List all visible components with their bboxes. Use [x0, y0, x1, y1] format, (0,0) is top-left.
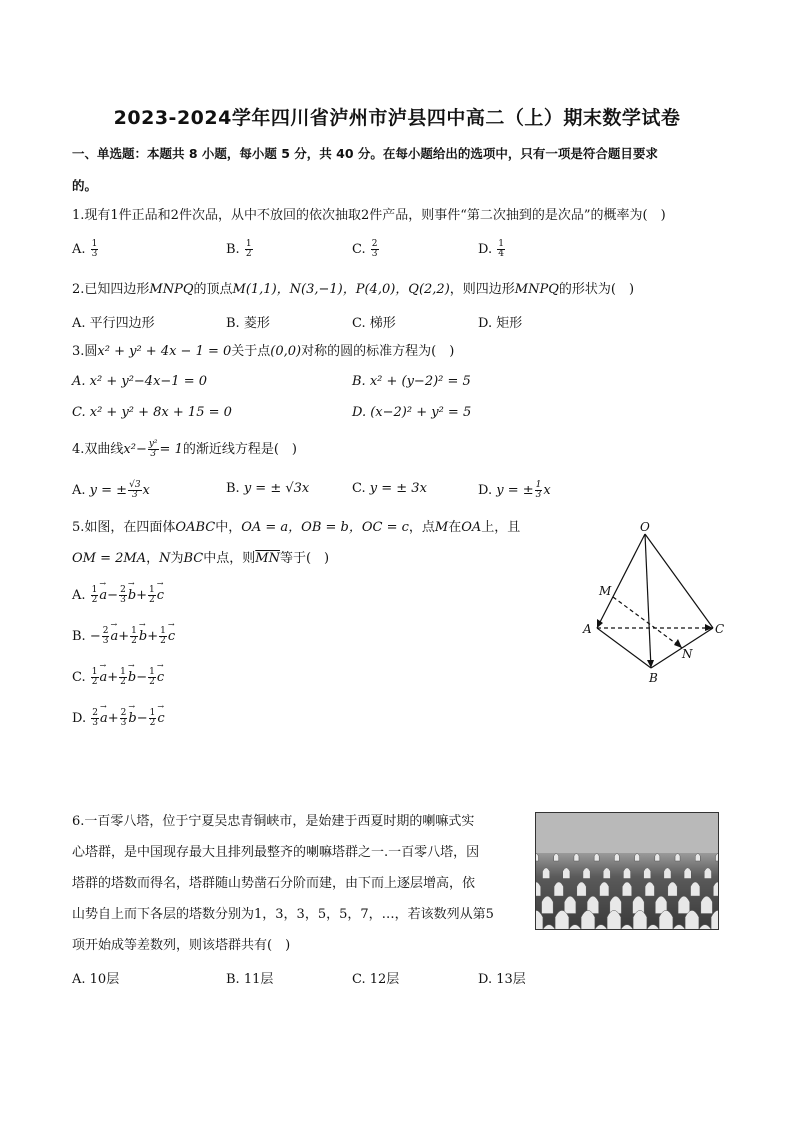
fraction-numerator: √3: [129, 480, 141, 490]
q2-option-c: C. 梯形: [352, 316, 396, 331]
option-label: D.: [72, 711, 87, 726]
question-5-line1: [72, 519, 520, 537]
option-pre: y = ± √3x: [243, 481, 310, 496]
option-label: D.: [478, 242, 493, 257]
edge-ob: [645, 534, 651, 668]
term-sign: −: [89, 629, 101, 644]
term-sign: +: [118, 629, 130, 644]
vector-symbol: → c: [157, 670, 164, 685]
term-coefficient: [119, 586, 127, 605]
pagoda-photo-illustration: [536, 813, 718, 929]
option-label: A.: [72, 483, 86, 498]
q4-eq-den: 3: [150, 449, 157, 459]
option-post: x: [543, 483, 551, 498]
coefficient-numerator: 2: [120, 708, 127, 718]
q6-option-d: D. 13层: [478, 972, 526, 987]
pagoda-shape: [583, 868, 590, 879]
pagoda-shape: [716, 854, 719, 862]
q4-eq-right: = 1: [159, 442, 183, 457]
option-fraction: [497, 240, 505, 259]
question-4-text: [72, 440, 297, 459]
term-coefficient: [91, 668, 99, 687]
term-coefficient: [91, 586, 99, 605]
coefficient-denominator: 2: [120, 677, 126, 687]
pagoda-shape: [668, 882, 677, 896]
vector-symbol: → a: [100, 711, 108, 726]
coefficient-numerator: 1: [120, 667, 126, 677]
fraction-numerator: 1: [245, 239, 252, 249]
q5-option-a: [72, 586, 164, 605]
q6-option-c: C. 12层: [352, 972, 400, 987]
pagoda-shape: [536, 882, 541, 896]
vector-symbol: → a: [110, 629, 118, 644]
vector-symbol: → a: [99, 588, 107, 603]
vector-symbol: → b: [128, 711, 136, 726]
q4-option-c: [352, 481, 427, 496]
q2-option-b: B. 菱形: [226, 316, 270, 331]
option-label: C.: [352, 242, 366, 257]
pagoda-shape: [635, 854, 640, 862]
option-fraction: [245, 240, 253, 259]
q1-option-b: [226, 240, 254, 259]
option-label: B.: [72, 629, 86, 644]
option-pre: y = ±: [496, 483, 534, 498]
fraction-denominator: 3: [371, 249, 378, 259]
pagoda-shape: [600, 882, 609, 896]
pagoda-shape: [645, 925, 661, 929]
q5-l1h: OA: [461, 520, 482, 535]
option-label: C.: [352, 481, 366, 496]
coefficient-denominator: 2: [91, 595, 98, 605]
q5-option-b: [72, 627, 175, 646]
option-label: C.: [72, 670, 86, 685]
term-coefficient: [91, 709, 99, 728]
q3-prefix: 3.圆: [72, 344, 98, 359]
label-b: B: [649, 671, 658, 685]
coefficient-numerator: 1: [160, 626, 166, 636]
q1-option-a: [72, 240, 99, 259]
coefficient-denominator: 3: [102, 636, 109, 646]
coefficient-denominator: 3: [92, 718, 98, 728]
term-sign: +: [107, 670, 119, 685]
q6-option-b: B. 11层: [226, 972, 274, 987]
pagoda-shape: [697, 925, 713, 929]
q2-suffix: ，则四边形: [449, 282, 515, 297]
q6-line-1: 6.一百零八塔，位于宁夏吴忠青铜峡市，是始建于西夏时期的喇嘛式实: [72, 814, 475, 829]
vector-symbol: → c: [168, 629, 175, 644]
q5-l2f: 中点，则: [203, 551, 256, 566]
q5-option-d: [72, 709, 165, 728]
q5-l2d: 为: [170, 551, 184, 566]
term-coefficient: [130, 627, 138, 646]
pagoda-shape: [603, 868, 610, 879]
question-2-text: [72, 281, 634, 299]
q5-l1b: OABC: [175, 520, 216, 535]
pagoda-shape: [574, 854, 579, 862]
pagoda-shape: [619, 925, 635, 929]
q2-option-a: A. 平行四边形: [72, 316, 155, 331]
option-post: x: [142, 483, 150, 498]
fraction-denominator: 4: [498, 249, 504, 259]
q2-name: MNPQ: [149, 282, 194, 297]
label-m: M: [599, 584, 612, 598]
q6-line-2: 心塔群，是中国现存最大且排列最整齐的喇嘛塔群之一.一百零八塔，因: [72, 845, 480, 860]
q5-l1e: ，点: [408, 520, 435, 535]
q5-l2h: 等于( ): [279, 551, 330, 566]
coefficient-denominator: 3: [120, 595, 126, 605]
pagoda-shape: [623, 868, 630, 879]
vector-symbol: → c: [157, 588, 164, 603]
coefficient-denominator: 2: [149, 595, 155, 605]
pagoda-shape: [622, 882, 631, 896]
q3-suffix: 对称的圆的标准方程为( ): [301, 344, 455, 359]
q4-eq-left: x²−: [123, 442, 147, 457]
arrow-a: [597, 619, 603, 628]
q4-prefix: 4.双曲线: [72, 442, 124, 457]
pagoda-shape: [675, 854, 680, 862]
pagoda-shape: [593, 925, 609, 929]
section-heading-line1: 一、单选题：本题共 8 小题，每小题 5 分，共 40 分。在每小题给出的选项中，只有一项是符合题目要求: [72, 146, 658, 161]
option-label: D.: [478, 483, 493, 498]
q5-l2a: OM = 2MA: [72, 551, 147, 566]
term-sign: +: [136, 588, 148, 603]
pagoda-shape: [678, 896, 690, 913]
coefficient-numerator: 1: [149, 708, 156, 718]
term-sign: −: [136, 670, 148, 685]
label-o: O: [640, 520, 650, 534]
term-coefficient: [159, 627, 167, 646]
pagoda-shape: [542, 896, 554, 913]
question-5-line2: [72, 550, 329, 568]
option-fraction: [91, 240, 99, 259]
q5-l1a: 5.如图，在四面体: [72, 520, 176, 535]
vector-symbol: → b: [128, 670, 136, 685]
q1-option-d: [478, 240, 506, 259]
coefficient-denominator: 2: [149, 677, 155, 687]
q2-points: M(1,1)，N(3,−1)，P(4,0)，Q(2,2): [232, 282, 450, 297]
vector-symbol: → b: [139, 629, 147, 644]
q4-option-a: [72, 481, 150, 500]
fraction-denominator: 3: [535, 490, 542, 500]
coefficient-denominator: 3: [120, 718, 127, 728]
q5-l2g: $\overline{MN}$: [255, 551, 280, 566]
q5-l1i: 上，且: [481, 520, 521, 535]
term-sign: +: [147, 629, 159, 644]
pagoda-shape: [541, 925, 557, 929]
coefficient-denominator: 2: [91, 677, 98, 687]
label-c: C: [715, 622, 725, 636]
q2-mid: 的顶点: [193, 282, 233, 297]
pagoda-shape: [577, 882, 586, 896]
coefficient-denominator: 2: [160, 636, 166, 646]
exam-title: 2023-2024学年四川省泸州市泸县四中高二（上）期末数学试卷: [113, 107, 681, 129]
q5-l1c: 中，: [215, 520, 242, 535]
q6-line-3: 塔群的塔数而得名，塔群随山势凿石分阶而建，由下而上逐层增高，依: [72, 876, 476, 891]
segment-mn: [613, 597, 682, 648]
q3-mid: 关于点: [231, 344, 271, 359]
fraction-denominator: 2: [245, 249, 252, 259]
fraction-numerator: 2: [371, 239, 378, 249]
q5-l2b: ，: [146, 551, 160, 566]
pagoda-shape: [554, 882, 563, 896]
edge-oc: [645, 534, 713, 628]
pagoda-shape: [684, 868, 691, 879]
pagoda-shape: [563, 868, 570, 879]
coefficient-denominator: 2: [131, 636, 137, 646]
q4-suffix: 的渐近线方程是( ): [182, 442, 297, 457]
q5-l1d: OA = a，OB = b，OC = c: [241, 520, 409, 535]
q1-option-c: [352, 240, 380, 259]
vector-symbol: → b: [128, 588, 136, 603]
pagoda-shape: [655, 854, 660, 862]
q3-eq: x² + y² + 4x − 1 = 0: [97, 344, 232, 359]
pagoda-shape: [645, 882, 654, 896]
pagoda-shape: [691, 882, 700, 896]
pagoda-shape: [713, 882, 718, 896]
pagoda-shape: [644, 868, 651, 879]
q2-prefix: 2.已知四边形: [72, 282, 150, 297]
question-1-text: 1.现有1件正品和2件次品，从中不放回的依次抽取2件产品，则事件“第二次抽到的是次品”的概率为( ): [72, 208, 666, 223]
option-label: B.: [226, 242, 240, 257]
coefficient-numerator: 1: [131, 626, 137, 636]
pagoda-shape: [564, 896, 576, 913]
pagoda-shape: [543, 868, 550, 879]
q5-l1f: M: [434, 520, 449, 535]
pagoda-shape: [671, 925, 687, 929]
coefficient-denominator: 2: [149, 718, 156, 728]
option-label: A.: [72, 242, 86, 257]
term-coefficient: [119, 668, 127, 687]
fraction-denominator: 3: [131, 490, 138, 500]
term-coefficient: [148, 586, 156, 605]
coefficient-numerator: 2: [120, 585, 126, 595]
section-heading-line2: 的。: [72, 178, 98, 193]
q6-line-4: 山势自上而下各层的塔数分别为1，3，3，5，5，7，…，若该数列从第5: [72, 907, 494, 922]
fraction-numerator: 1: [498, 239, 504, 249]
pagoda-shape: [567, 925, 583, 929]
coefficient-numerator: 1: [91, 585, 98, 595]
pagoda-shape: [536, 854, 539, 862]
edge-oa: [597, 534, 645, 628]
q4-eq-num: y²: [148, 439, 158, 449]
option-pre: y = ± 3x: [369, 481, 427, 496]
q6-line-5: 项开始成等差数列，则该塔群共有( ): [72, 938, 291, 953]
term-coefficient: [102, 627, 110, 646]
vector-symbol: → a: [100, 670, 108, 685]
fraction-denominator: 3: [91, 249, 98, 259]
q2-option-d: D. 矩形: [478, 316, 523, 331]
q3-point: (0,0): [270, 344, 302, 359]
q4-option-d: [478, 481, 551, 500]
option-fraction: [535, 481, 543, 500]
term-coefficient: [149, 709, 157, 728]
term-coefficient: [120, 709, 128, 728]
q5-l1g: 在: [448, 520, 462, 535]
q3-option-d: D. (x−2)² + y² = 5: [352, 405, 472, 420]
pagoda-shape: [614, 854, 619, 862]
coefficient-numerator: 1: [91, 667, 98, 677]
q4-option-b: [226, 481, 309, 496]
option-fraction: [128, 481, 141, 500]
vector-symbol: → c: [157, 711, 164, 726]
q3-option-b: B. x² + (y−2)² = 5: [352, 374, 471, 389]
option-pre: y = ±: [89, 483, 128, 498]
coefficient-numerator: 2: [92, 708, 98, 718]
label-a: A: [583, 622, 592, 636]
question-3-text: [72, 343, 454, 361]
term-sign: −: [136, 711, 148, 726]
pagoda-shape: [664, 868, 671, 879]
coefficient-numerator: 2: [102, 626, 109, 636]
option-fraction: [371, 240, 379, 259]
pagoda-shape: [554, 854, 559, 862]
q4-eq-fraction: [148, 440, 159, 459]
term-sign: +: [107, 711, 119, 726]
q5-l2c: N: [159, 551, 171, 566]
q2-suffix2: 的形状为( ): [558, 282, 635, 297]
fraction-numerator: 1: [91, 239, 98, 249]
pagoda-shape: [701, 896, 713, 913]
fraction-numerator: 1: [535, 480, 542, 490]
q2-name-2: MNPQ: [514, 282, 559, 297]
pagoda-photo: [535, 812, 719, 930]
pagoda-shape: [594, 854, 599, 862]
coefficient-numerator: 1: [149, 585, 155, 595]
coefficient-numerator: 1: [149, 667, 155, 677]
tetrahedron-diagram: [575, 520, 735, 690]
pagoda-shape: [704, 868, 711, 879]
q3-option-a: A. x² + y²−4x−1 = 0: [72, 374, 207, 389]
term-coefficient: [148, 668, 156, 687]
pagoda-shape: [695, 854, 700, 862]
option-label: B.: [226, 481, 240, 496]
q5-l2e: BC: [183, 551, 204, 566]
option-label: A.: [72, 588, 86, 603]
term-trailing-sign: −: [107, 588, 119, 603]
arrow-n: [674, 639, 682, 648]
edge-ab: [597, 628, 651, 668]
q3-option-c: C. x² + y² + 8x + 15 = 0: [72, 405, 232, 420]
q5-option-c: [72, 668, 164, 687]
label-n: N: [682, 647, 693, 661]
q6-option-a: A. 10层: [72, 972, 120, 987]
